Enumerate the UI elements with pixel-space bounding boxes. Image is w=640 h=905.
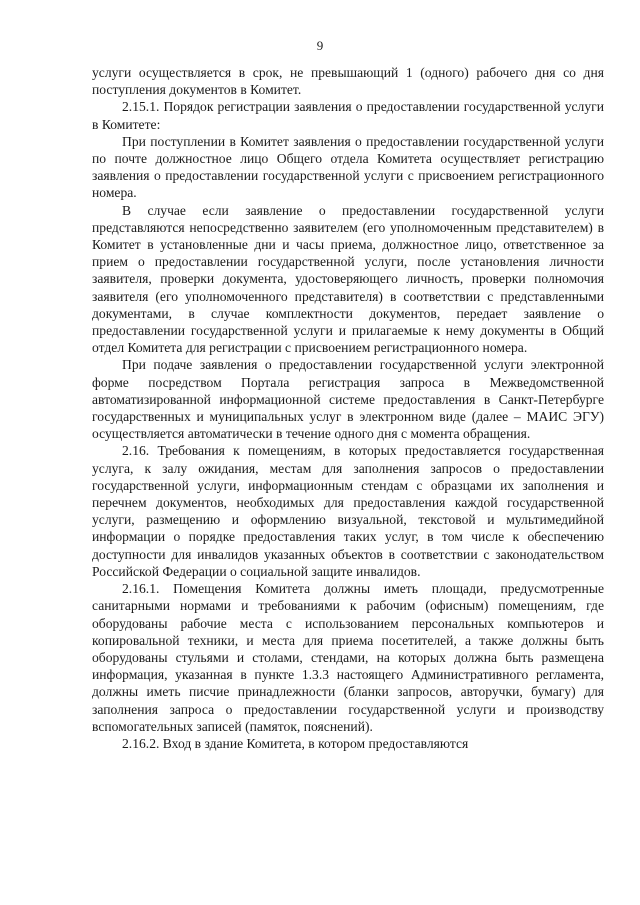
page-number: 9 — [316, 38, 324, 53]
paragraph: При подаче заявления о предоставлении государственной услуги электронной форме посредством Портала регистрация запроса в Межведомственной автоматизированной информационной системе предоставления в Санкт-Петербурге государственных и муниципальных услуг в электронном виде (далее – МАИС ЭГУ) осуществляется автоматически в течение одного дня с момента обращения. — [92, 357, 604, 442]
paragraph: В случае если заявление о предоставлении государственной услуги представляются непосредственно заявителем (его уполномоченным представителем) в Комитет в установленные дни и часы приема, должностное лицо, ответственное за прием о предоставлении государственной услуги, после установления личности заявителя, проверки документа, удостоверяющего личность, проверки полномочия заявителя (его уполномоченного представителя) в соответствии с представленными документами, в случае комплектности документов, передает заявление о предоставлении государственной услуги и прилагаемые к нему документы в Общий отдел Комитета для регистрации с присвоением регистрационного номера. — [92, 202, 604, 356]
paragraph: 2.16. Требования к помещениям, в которых предоставляется государственная услуга, к залу ожидания, местам для заполнения запросов о предоставлении государственной услуги, информационным стендам с образцами их заполнения и перечнем документов, необходимых для предоставления каждой государственной услуги, размещению и оформлению визуальной, текстовой и мультимедийной информации о порядке предоставления таких услуг, в том числе к обеспечению доступности для инвалидов указанных объектов в соответствии с законодательством Российской Федерации о социальной защите инвалидов. — [92, 443, 604, 579]
paragraph: При поступлении в Комитет заявления о предоставлении государственной услуги по почте должностное лицо Общего отдела Комитета осуществляет регистрацию заявления о предоставлении государственной услуги с присвоением регистрационного номера. — [92, 133, 604, 201]
paragraph: услуги осуществляется в срок, не превышающий 1 (одного) рабочего дня со дня поступления документов в Комитет. — [92, 65, 604, 98]
document-body — [92, 64, 604, 752]
paragraph: 2.15.1. Порядок регистрации заявления о предоставлении государственной услуги в Комитете: — [92, 99, 604, 132]
paragraph: 2.16.1. Помещения Комитета должны иметь площади, предусмотренные санитарными нормами и требованиями к рабочим (офисным) помещениям, где оборудованы рабочие места с использованием персональных компьютеров и копировальной техники, и места для приема посетителей, а также должны быть оборудованы стульями и столами, стендами, на которых должна быть размещена информация, указанная в пункте 1.3.3 настоящего Административного регламента, должны иметь писчие принадлежности (бланки запросов, авторучки, бумагу) для заполнения запроса о предоставлении государственной услуги и производству вспомогательных записей (памяток, пояснений). — [92, 581, 604, 734]
paragraph: 2.16.2. Вход в здание Комитета, в котором предоставляются — [122, 735, 469, 751]
